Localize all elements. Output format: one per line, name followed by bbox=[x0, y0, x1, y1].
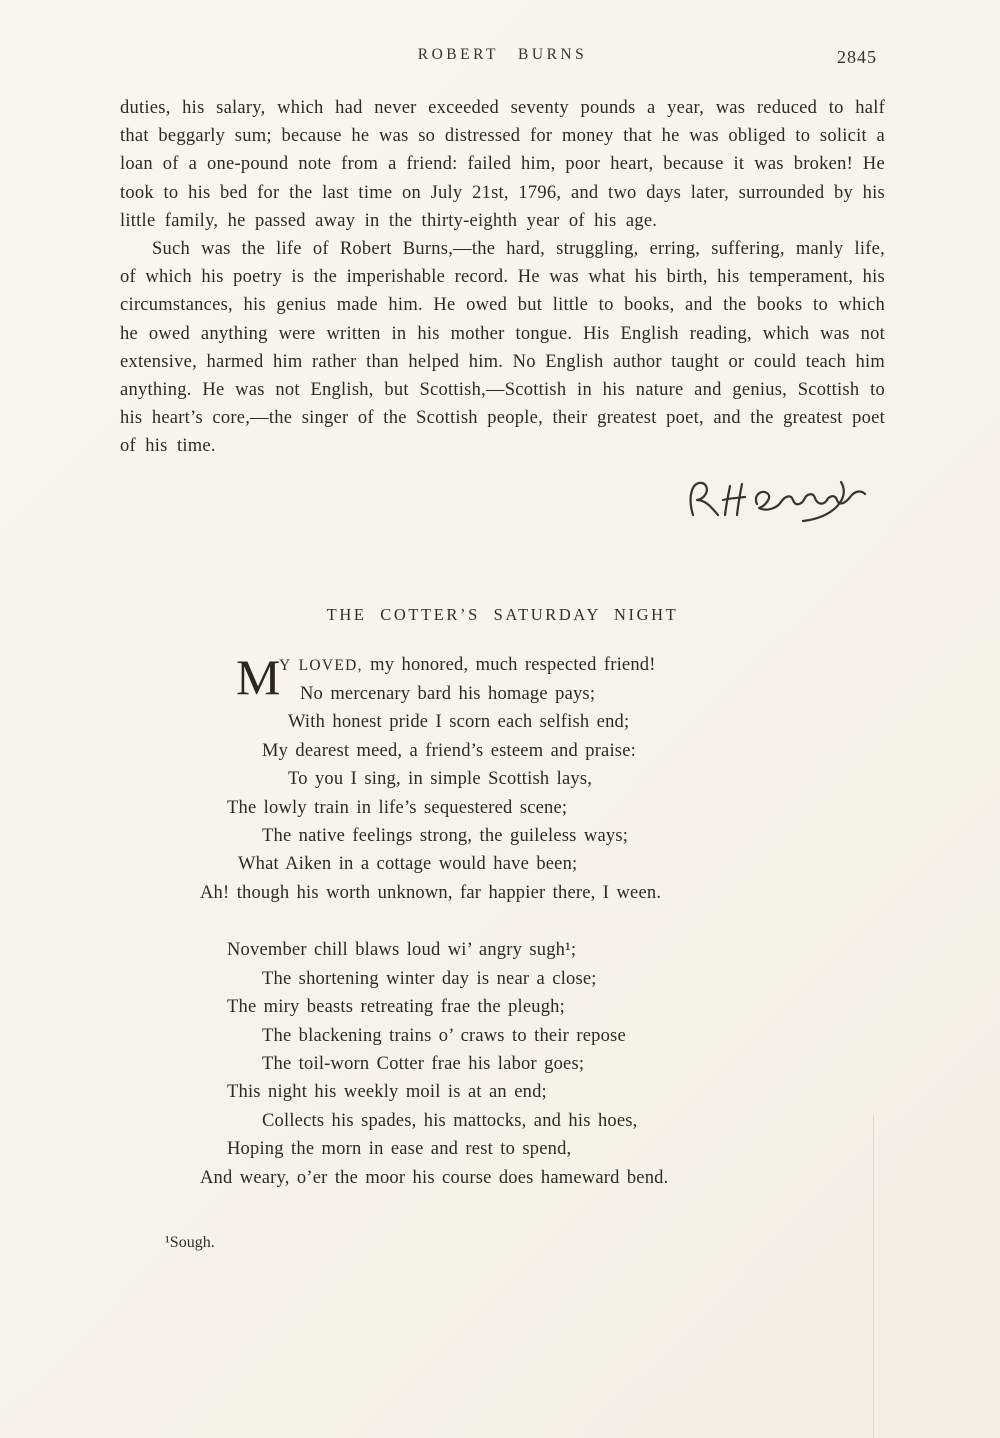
paragraph: Such was the life of Robert Burns,—the hard, struggling, erring, suffering, manly life, of which his poetry is the imperishable record. He was what his birth, his temperament, his circumstances, his genius made him. He owed but little to books, and the books to which he owed anything were written in his mother tongue. His English reading, which was not extensive, harmed him rather than helped him. No English author taught or could teach him anything. He was not English, but Scottish,—Scottish in his nature and genius, Scottish to his heart’s core,—the singer of the Scottish people, their greatest poet, and the greatest poet of his time. bbox=[120, 239, 885, 457]
footnote: ¹Sough. bbox=[165, 1233, 215, 1251]
poem-line: The native feelings strong, the guileless ways; bbox=[262, 826, 629, 847]
poem-line: No mercenary bard his homage pays; bbox=[300, 684, 596, 705]
poem-title: THE COTTER’S SATURDAY NIGHT bbox=[326, 604, 679, 624]
poem-section bbox=[200, 648, 885, 1192]
poem-line: Ah! though his worth unknown, far happier there, I ween. bbox=[200, 882, 662, 903]
poem-line: This night his weekly moil is at an end; bbox=[227, 1082, 547, 1103]
paragraph: duties, his salary, which had never exceeded seventy pounds a year, was reduced to half that beggarly sum; because he was so distressed for money that he was obliged to solicit a loan of a one-pound note from a friend: failed him, poor heart, because it was broken! He took to his bed for the last time on July 21st, 1796, and two days later, surrounded by his little family, he passed away in the thirty-eighth year of his age. bbox=[120, 98, 885, 231]
poem-line: And weary, o’er the moor his course does hameward bend. bbox=[200, 1167, 669, 1188]
page-content bbox=[120, 46, 885, 1252]
handwritten-autograph-icon bbox=[679, 473, 869, 529]
poem-line: What Aiken in a cottage would have been; bbox=[238, 854, 578, 875]
poem-line: Collects his spades, his mattocks, and his hoes, bbox=[262, 1110, 638, 1131]
poem-line: The miry beasts retreating frae the pleugh; bbox=[227, 997, 565, 1018]
poem-line: Hoping the morn in ease and rest to spend, bbox=[227, 1139, 572, 1160]
poem-line: The shortening winter day is near a close; bbox=[262, 968, 597, 989]
poem-line: My dearest meed, a friend’s esteem and praise: bbox=[262, 740, 636, 761]
poem-line: To you I sing, in simple Scottish lays, bbox=[288, 769, 593, 790]
poem-line-rest: my honored, much respected friend! bbox=[370, 654, 656, 675]
poem-line: The blackening trains o’ craws to their repose bbox=[262, 1025, 626, 1046]
page-number: 2845 bbox=[837, 47, 877, 67]
poem-line-caps: Y LOVED, bbox=[279, 656, 363, 674]
page-header bbox=[120, 46, 885, 76]
signature bbox=[120, 473, 885, 539]
poem-line: The toil-worn Cotter frae his labor goes; bbox=[262, 1053, 585, 1074]
poem-line: With honest pride I scorn each selfish end; bbox=[288, 712, 630, 733]
poem-line: November chill blaws loud wi’ angry sugh¹; bbox=[227, 940, 577, 961]
scan-artifact-line bbox=[873, 1115, 874, 1438]
running-title: ROBERT BURNS bbox=[417, 46, 588, 63]
stanza-2 bbox=[200, 936, 885, 1192]
poem-line bbox=[200, 651, 885, 680]
poem-line: The lowly train in life’s sequestered scene; bbox=[227, 797, 568, 818]
drop-cap: M bbox=[236, 648, 281, 705]
prose-section bbox=[120, 94, 885, 461]
stanza-1 bbox=[200, 648, 885, 908]
